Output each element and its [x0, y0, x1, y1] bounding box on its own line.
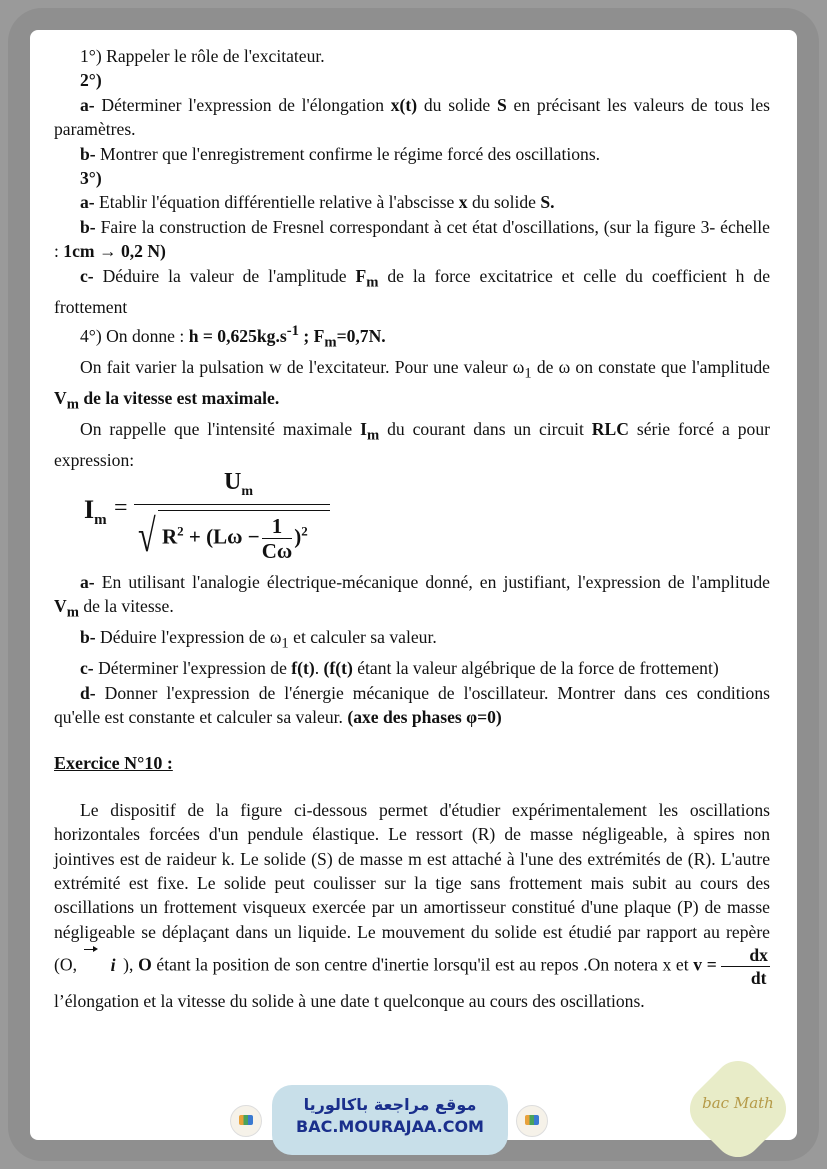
site-logo-left-icon	[230, 1105, 262, 1137]
rlc-current-formula	[54, 468, 770, 570]
question-4-paragraph-2: On rappelle que l'intensité maximale $I_m$ du courant dans un circuit RLC série forcé a pour expression:	[54, 418, 770, 470]
banner-url[interactable]: BAC.MOURAJAA.COM	[296, 1117, 484, 1136]
question-2-heading: 2°)	[80, 70, 102, 91]
derivative-dx-dt: $\frac{dx}{dt}$	[721, 944, 770, 989]
formula-fraction-bar	[134, 504, 330, 505]
square-root-icon: √	[138, 509, 156, 561]
question-3b: b- Faire la construction de Fresnel correspondant à cet état d'oscillations, (sur la figure 3- échelle : 1cm → 0,2 N)	[54, 216, 770, 262]
question-4-paragraph-1: On fait varier la pulsation w de l'excitateur. Pour une valeur $\omega_1$ de ω on constate que l'amplitude $V_m$ de la vitesse est maximale.	[54, 356, 770, 413]
question-4a: a- En utilisant l'analogie électrique-mécanique donné, en justifiant, l'expression de l'amplitude $V_m$ de la vitesse.	[54, 571, 770, 621]
question-3-heading: 3°)	[80, 168, 102, 189]
banner-arabic-title: موقع مراجعة باكالوريا	[303, 1095, 477, 1114]
question-4c: c- Déterminer l'expression de f(t). (f(t) étant la valeur algébrique de la force de frottement)	[80, 658, 719, 679]
question-3c: c- Déduire la valeur de l'amplitude $F_m$ de la force excitatrice et celle du coefficient h de frottement	[54, 265, 770, 317]
question-1: 1°) Rappeler le rôle de l'excitateur.	[80, 46, 325, 66]
exercise-10-statement: Le dispositif de la figure ci-dessous permet d'étudier expérimentalement les oscillations horizontales forcées d'un pendule élastique. Le ressort (R) de masse négligeable, à spires non jointives est de raideur k. Le solide (S) de masse m est attaché à l'une des extrémités de (R). L'autre extrémité est fixe. Le solide peut coulisser sur la tige sans frottement mais subit au cours des oscillations un frottement visqueux exercée par un amortisseur constitué d'une plaque (P) de masse négligeable se déplaçant dans un liquide. Le mouvement du solide est étudié par rapport au repère (O, i ), O étant la position de son centre d'inertie lorsqu'il est au repos .On notera x et v = $\frac{dx}{dt}$ l’élongation et la vitesse du solide à une date t quelconque au cours des oscillations.	[54, 799, 770, 1012]
document-content	[54, 44, 770, 1014]
formula-denominator: $R^2 + (L\omega$ − $\frac{1}{C\omega}$ )$^2$	[162, 513, 308, 563]
formula-inner-fraction: $\frac{1}{C\omega}$	[261, 513, 293, 563]
exercise-title: Exercice N°10 :	[54, 753, 173, 774]
question-2b: b- Montrer que l'enregistrement confirme le régime forcé des oscillations.	[80, 143, 601, 164]
question-4b: b- Déduire l'expression de $\omega_1$ et calculer sa valeur.	[80, 627, 437, 652]
formula-lhs: $I_m$	[84, 494, 107, 529]
site-logo-right-icon	[516, 1105, 548, 1137]
website-banner[interactable]	[272, 1085, 508, 1155]
formula-numerator: $U_m$	[224, 468, 254, 499]
question-4-given: 4°) On donne : $h = 0,625kg.s^{-1}$ ; $F_m=0,7N$.	[80, 322, 386, 351]
bacmath-logo-text: bac Math	[702, 1094, 774, 1112]
question-2a: a- Déterminer l'expression de l'élongation x(t) du solide S en précisant les valeurs de tous les paramètres.	[54, 94, 770, 140]
spacer	[54, 776, 770, 798]
square-root-bar	[158, 510, 330, 511]
document-page	[30, 30, 797, 1140]
question-3a: a- Etablir l'équation différentielle relative à l'abscisse x du solide S.	[80, 192, 555, 213]
question-4d: d- Donner l'expression de l'énergie mécanique de l'oscillateur. Montrer dans ces conditions qu'elle est constante et calculer sa valeur. (axe des phases φ=0)	[54, 682, 770, 727]
unit-vector-i: i	[82, 953, 119, 977]
formula-equals: =	[114, 494, 128, 521]
